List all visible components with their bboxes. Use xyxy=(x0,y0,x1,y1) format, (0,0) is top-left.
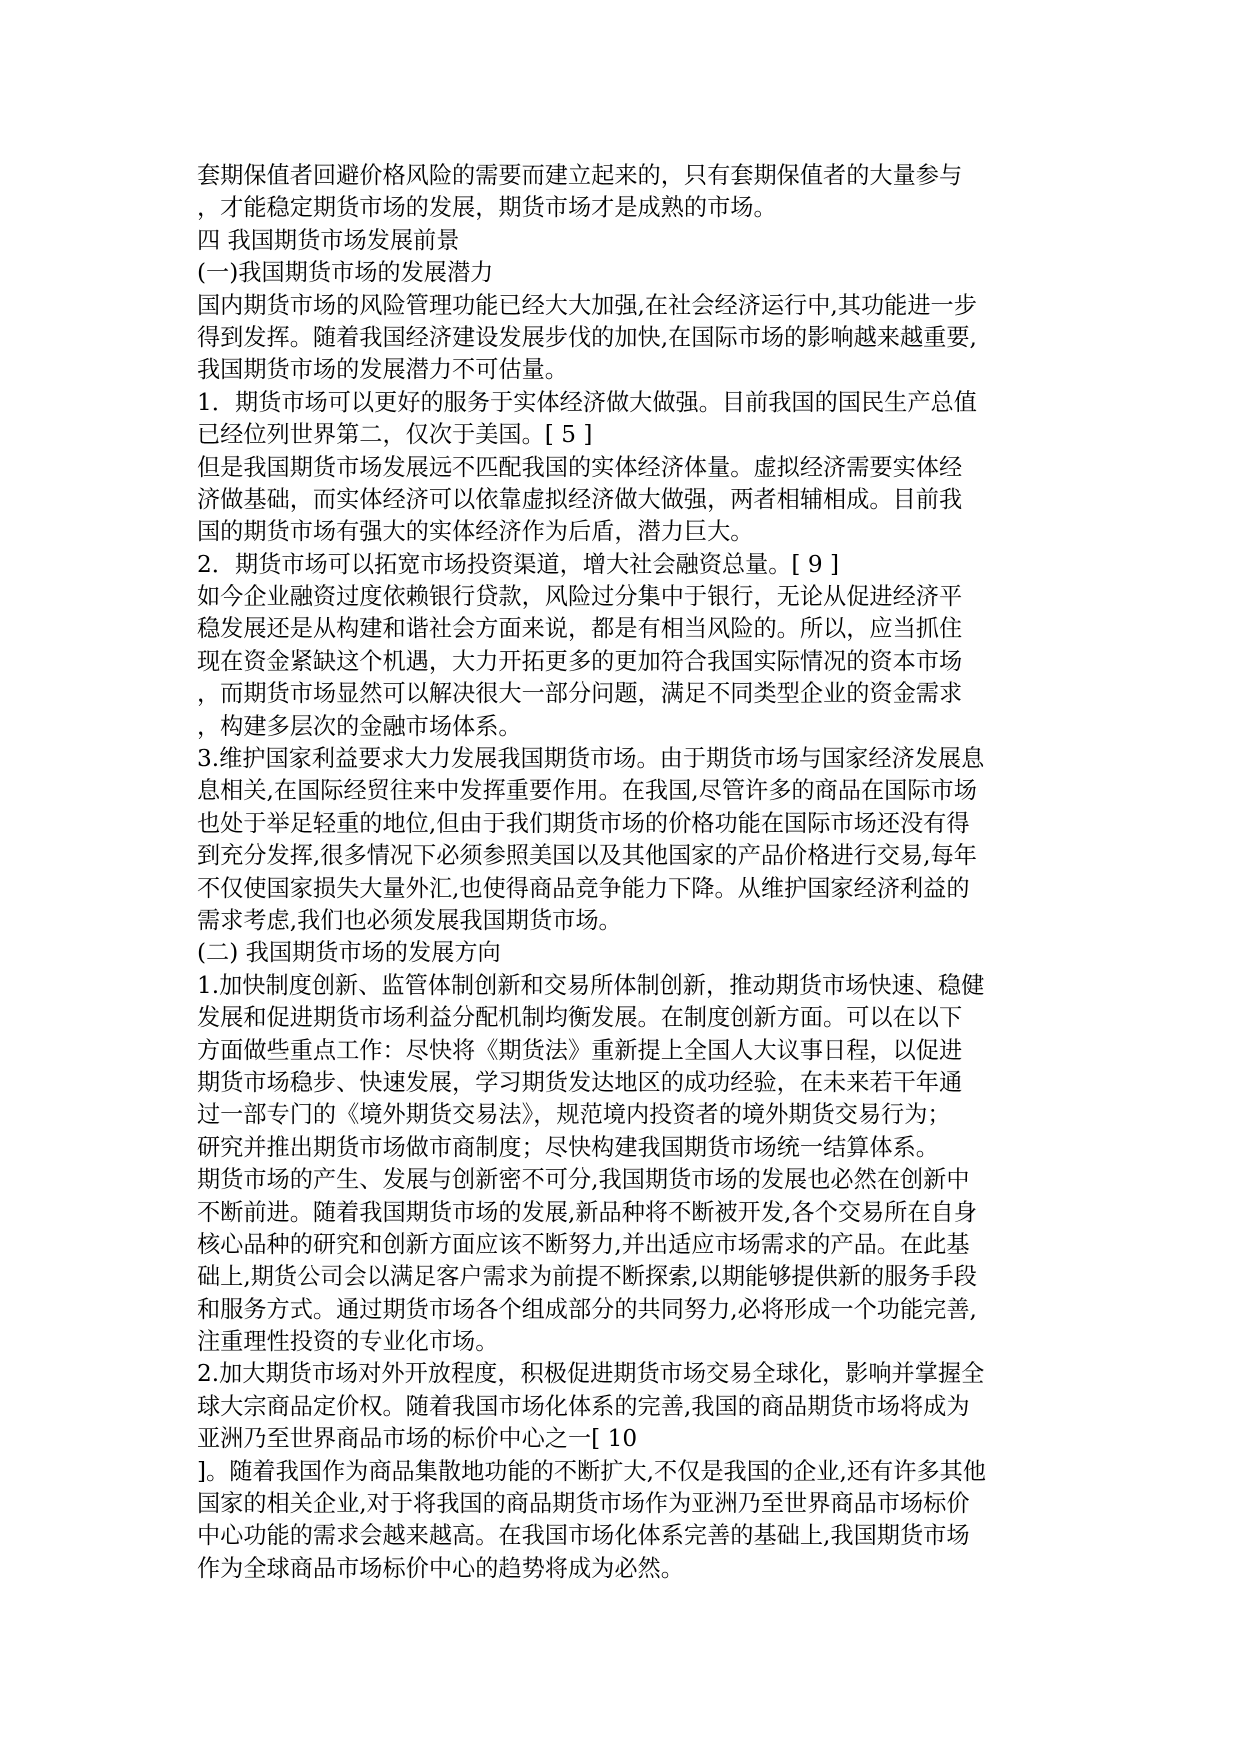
text-line: 现在资金紧缺这个机遇，大力开拓更多的更加符合我国实际情况的资本市场 xyxy=(197,647,963,675)
text-line: 也处于举足轻重的地位,但由于我们期货市场的价格功能在国际市场还没有得 xyxy=(197,809,970,837)
text-line: 但是我国期货市场发展远不匹配我国的实体经济体量。虚拟经济需要实体经 xyxy=(197,453,963,481)
text-line: 注重理性投资的专业化市场。 xyxy=(197,1328,499,1356)
text-line: 已经位列世界第二，仅次于美国。[ 5 ] xyxy=(197,421,593,449)
text-line: 和服务方式。通过期货市场各个组成部分的共同努力,必将形成一个功能完善, xyxy=(197,1295,977,1323)
text-line: 国的期货市场有强大的实体经济作为后盾，潜力巨大。 xyxy=(197,518,754,546)
text-line: 球大宗商品定价权。随着我国市场化体系的完善,我国的商品期货市场将成为 xyxy=(197,1392,970,1420)
text-line: ，构建多层次的金融市场体系。 xyxy=(197,712,522,740)
text-line: 1．期货市场可以更好的服务于实体经济做大做强。目前我国的国民生产总值 xyxy=(197,388,977,416)
text-line: 中心功能的需求会越来越高。在我国市场化体系完善的基础上,我国期货市场 xyxy=(197,1522,970,1550)
text-line: 国家的相关企业,对于将我国的商品期货市场作为亚洲乃至世界商品市场标价 xyxy=(197,1490,970,1518)
text-line: 亚洲乃至世界商品市场的标价中心之一[ 10 xyxy=(197,1425,638,1453)
text-line: 础上,期货公司会以满足客户需求为前提不断探索,以期能够提供新的服务手段 xyxy=(197,1263,977,1291)
text-line: 核心品种的研究和创新方面应该不断努力,并出适应市场需求的产品。在此基 xyxy=(197,1230,970,1258)
text-line: 不仅使国家损失大量外汇,也使得商品竞争能力下降。从维护国家经济利益的 xyxy=(197,874,970,902)
text-line: 需求考虑,我们也必须发展我国期货市场。 xyxy=(197,906,622,934)
text-line: 发展和促进期货市场利益分配机制均衡发展。在制度创新方面。可以在以下 xyxy=(197,1004,963,1032)
text-line: (一)我国期货市场的发展潜力 xyxy=(197,259,494,287)
text-line: 3.维护国家利益要求大力发展我国期货市场。由于期货市场与国家经济发展息 xyxy=(197,745,985,773)
text-line: 如今企业融资过度依赖银行贷款，风险过分集中于银行，无论从促进经济平 xyxy=(197,583,963,611)
text-line: 2．期货市场可以拓宽市场投资渠道，增大社会融资总量。[ 9 ] xyxy=(197,550,840,578)
text-line: 过一部专门的《境外期货交易法》，规范境内投资者的境外期货交易行为； xyxy=(197,1101,951,1129)
text-line: (二) 我国期货市场的发展方向 xyxy=(197,939,501,967)
text-line: 济做基础，而实体经济可以依靠虚拟经济做大做强，两者相辅相成。目前我 xyxy=(197,485,963,513)
text-line: 1.加快制度创新、监管体制创新和交易所体制创新，推动期货市场快速、稳健 xyxy=(197,971,985,999)
text-line: 息相关,在国际经贸往来中发挥重要作用。在我国,尽管许多的商品在国际市场 xyxy=(197,777,977,805)
text-line: 得到发挥。随着我国经济建设发展步伐的加快,在国际市场的影响越来越重要, xyxy=(197,323,977,351)
text-line: ，才能稳定期货市场的发展，期货市场才是成熟的市场。 xyxy=(197,194,777,222)
text-line: 四 我国期货市场发展前景 xyxy=(197,226,460,254)
text-line: 国内期货市场的风险管理功能已经大大加强,在社会经济运行中,其功能进一步 xyxy=(197,291,977,319)
text-line: 不断前进。随着我国期货市场的发展,新品种将不断被开发,各个交易所在自身 xyxy=(197,1198,977,1226)
text-line: 研究并推出期货市场做市商制度；尽快构建我国期货市场统一结算体系。 xyxy=(197,1133,939,1161)
text-line: ，而期货市场显然可以解决很大一部分问题，满足不同类型企业的资金需求 xyxy=(197,680,963,708)
text-line: 到充分发挥,很多情况下必须参照美国以及其他国家的产品价格进行交易,每年 xyxy=(197,842,977,870)
text-line: 我国期货市场的发展潜力不可估量。 xyxy=(197,356,568,384)
text-line: 期货市场稳步、快速发展，学习期货发达地区的成功经验，在未来若干年通 xyxy=(197,1068,963,1096)
text-line: ]。随着我国作为商品集散地功能的不断扩大,不仅是我国的企业,还有许多其他 xyxy=(197,1457,986,1485)
text-line: 稳发展还是从构建和谐社会方面来说，都是有相当风险的。所以，应当抓住 xyxy=(197,615,963,643)
text-line: 期货市场的产生、发展与创新密不可分,我国期货市场的发展也必然在创新中 xyxy=(197,1166,970,1194)
text-line: 作为全球商品市场标价中心的趋势将成为必然。 xyxy=(197,1554,684,1582)
document-body xyxy=(197,160,1077,1585)
text-line: 套期保值者回避价格风险的需要而建立起来的，只有套期保值者的大量参与 xyxy=(197,162,963,189)
text-line: 方面做些重点工作：尽快将《期货法》重新提上全国人大议事日程，以促进 xyxy=(197,1036,963,1064)
text-line: 2.加大期货市场对外开放程度，积极促进期货市场交易全球化，影响并掌握全 xyxy=(197,1360,985,1388)
